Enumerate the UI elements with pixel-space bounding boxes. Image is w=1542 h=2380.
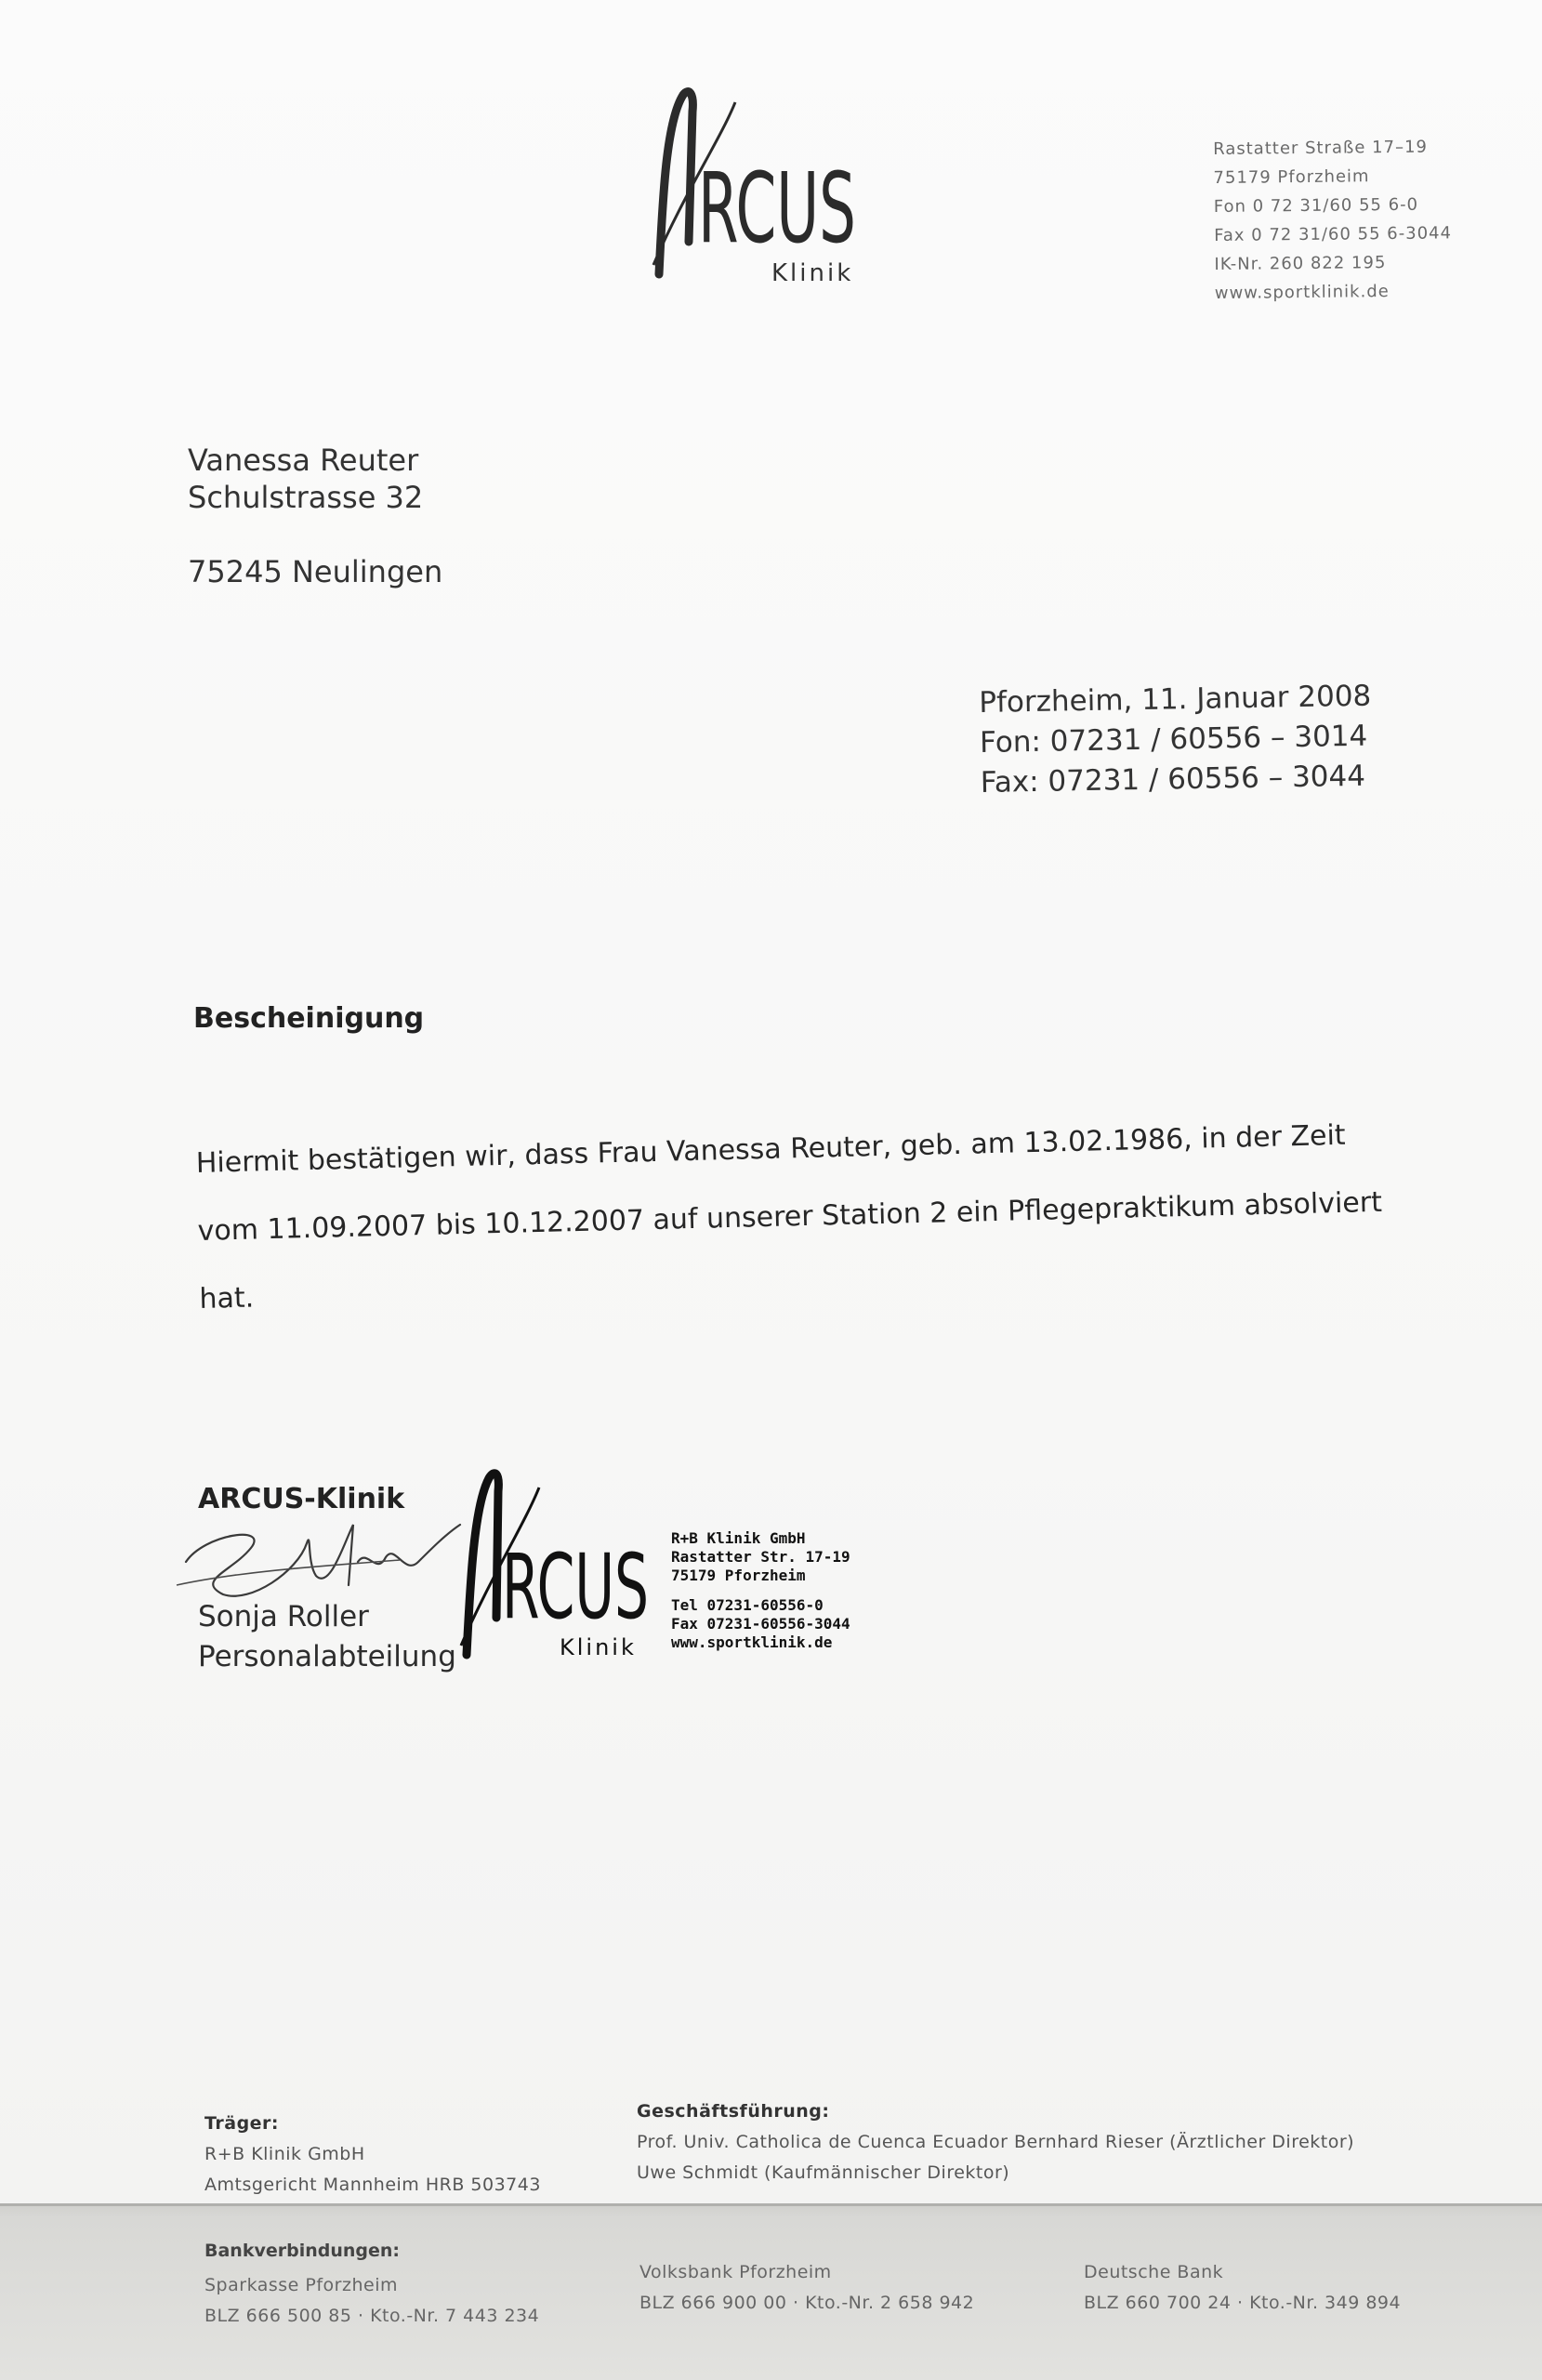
footer-traeger [204,2109,541,2201]
bank-name: Sparkasse Pforzheim [204,2275,398,2295]
bank-entry [1084,2257,1401,2319]
logo-sub: Klinik [771,259,854,287]
stamp-web: www.sportklinik.de [671,1633,833,1651]
letter-body [195,1099,1445,1333]
bank-details: BLZ 660 700 24 · Kto.-Nr. 349 894 [1084,2293,1402,2313]
signer-name: Sonja Roller [198,1600,369,1633]
contact-fon: Fon: 07231 / 60556 – 3014 [979,719,1368,760]
bank-details: BLZ 666 900 00 · Kto.-Nr. 2 658 942 [639,2293,975,2313]
sender-street: Rastatter Straße 17–19 [1213,137,1429,159]
stamp-company: R+B Klinik GmbH [671,1529,806,1547]
recipient-city: 75245 Neulingen [188,554,443,589]
sender-fax: Fax 0 72 31/60 55 6-3044 [1214,223,1453,245]
body-line: hat. [199,1281,255,1316]
svg-text:RCUS: RCUS [502,1535,649,1639]
traeger-label: Träger: [204,2113,280,2134]
sender-ik: IK-Nr. 260 822 195 [1214,253,1387,274]
management-label: Geschäftsführung: [637,2101,830,2122]
closing-organization: ARCUS-Klinik [198,1483,405,1515]
bank-label: Bankverbindungen: [204,2241,401,2261]
management-line: Prof. Univ. Catholica de Cuenca Ecuador Bernhard Rieser (Ärztlicher Direktor) [637,2132,1355,2152]
letter-title: Bescheinigung [193,1002,425,1035]
traeger-name: R+B Klinik GmbH [204,2144,365,2164]
sender-fon: Fon 0 72 31/60 55 6-0 [1213,194,1419,217]
recipient-address [188,442,442,590]
date-block [979,677,1373,803]
management-line: Uwe Schmidt (Kaufmännischer Direktor) [637,2162,1010,2183]
arcus-logo [646,84,869,288]
sender-web: www.sportklinik.de [1214,282,1390,303]
bank-entry [204,2270,539,2332]
stamp-tel: Tel 07231-60556-0 [671,1596,824,1614]
stamp-city: 75179 Pforzheim [671,1567,806,1584]
bank-name: Volksbank Pforzheim [639,2262,832,2282]
sender-address [1213,132,1453,308]
stamp-logo [455,1460,660,1664]
svg-text:RCUS: RCUS [698,152,856,265]
footer-management [637,2096,1354,2188]
contact-fax: Fax: 07231 / 60556 – 3044 [980,759,1366,800]
letter-date: Pforzheim, 11. Januar 2008 [979,679,1372,720]
sender-city: 75179 Pforzheim [1213,166,1370,188]
stamp-info [671,1529,850,1652]
stamp-logo-sub: Klinik [560,1634,637,1660]
signer-department: Personalabteilung [198,1640,456,1673]
recipient-name: Vanessa Reuter [188,443,419,478]
handwritten-signature [167,1506,474,1608]
bank-entry [639,2257,974,2319]
traeger-court: Amtsgericht Mannheim HRB 503743 [204,2175,541,2195]
body-line: Hiermit bestätigen wir, dass Frau Vanessa Reuter, geb. am 13.02.1986, in der Zeit [195,1118,1347,1180]
bank-details: BLZ 666 500 85 · Kto.-Nr. 7 443 234 [204,2306,540,2326]
bank-name: Deutsche Bank [1084,2262,1224,2282]
stamp-street: Rastatter Str. 17-19 [671,1548,850,1566]
signer-block [198,1597,456,1677]
recipient-street: Schulstrasse 32 [188,480,424,515]
body-line: vom 11.09.2007 bis 10.12.2007 auf unserer Station 2 ein Pflegepraktikum absolviert [197,1185,1383,1248]
stamp-fax: Fax 07231-60556-3044 [671,1615,850,1633]
